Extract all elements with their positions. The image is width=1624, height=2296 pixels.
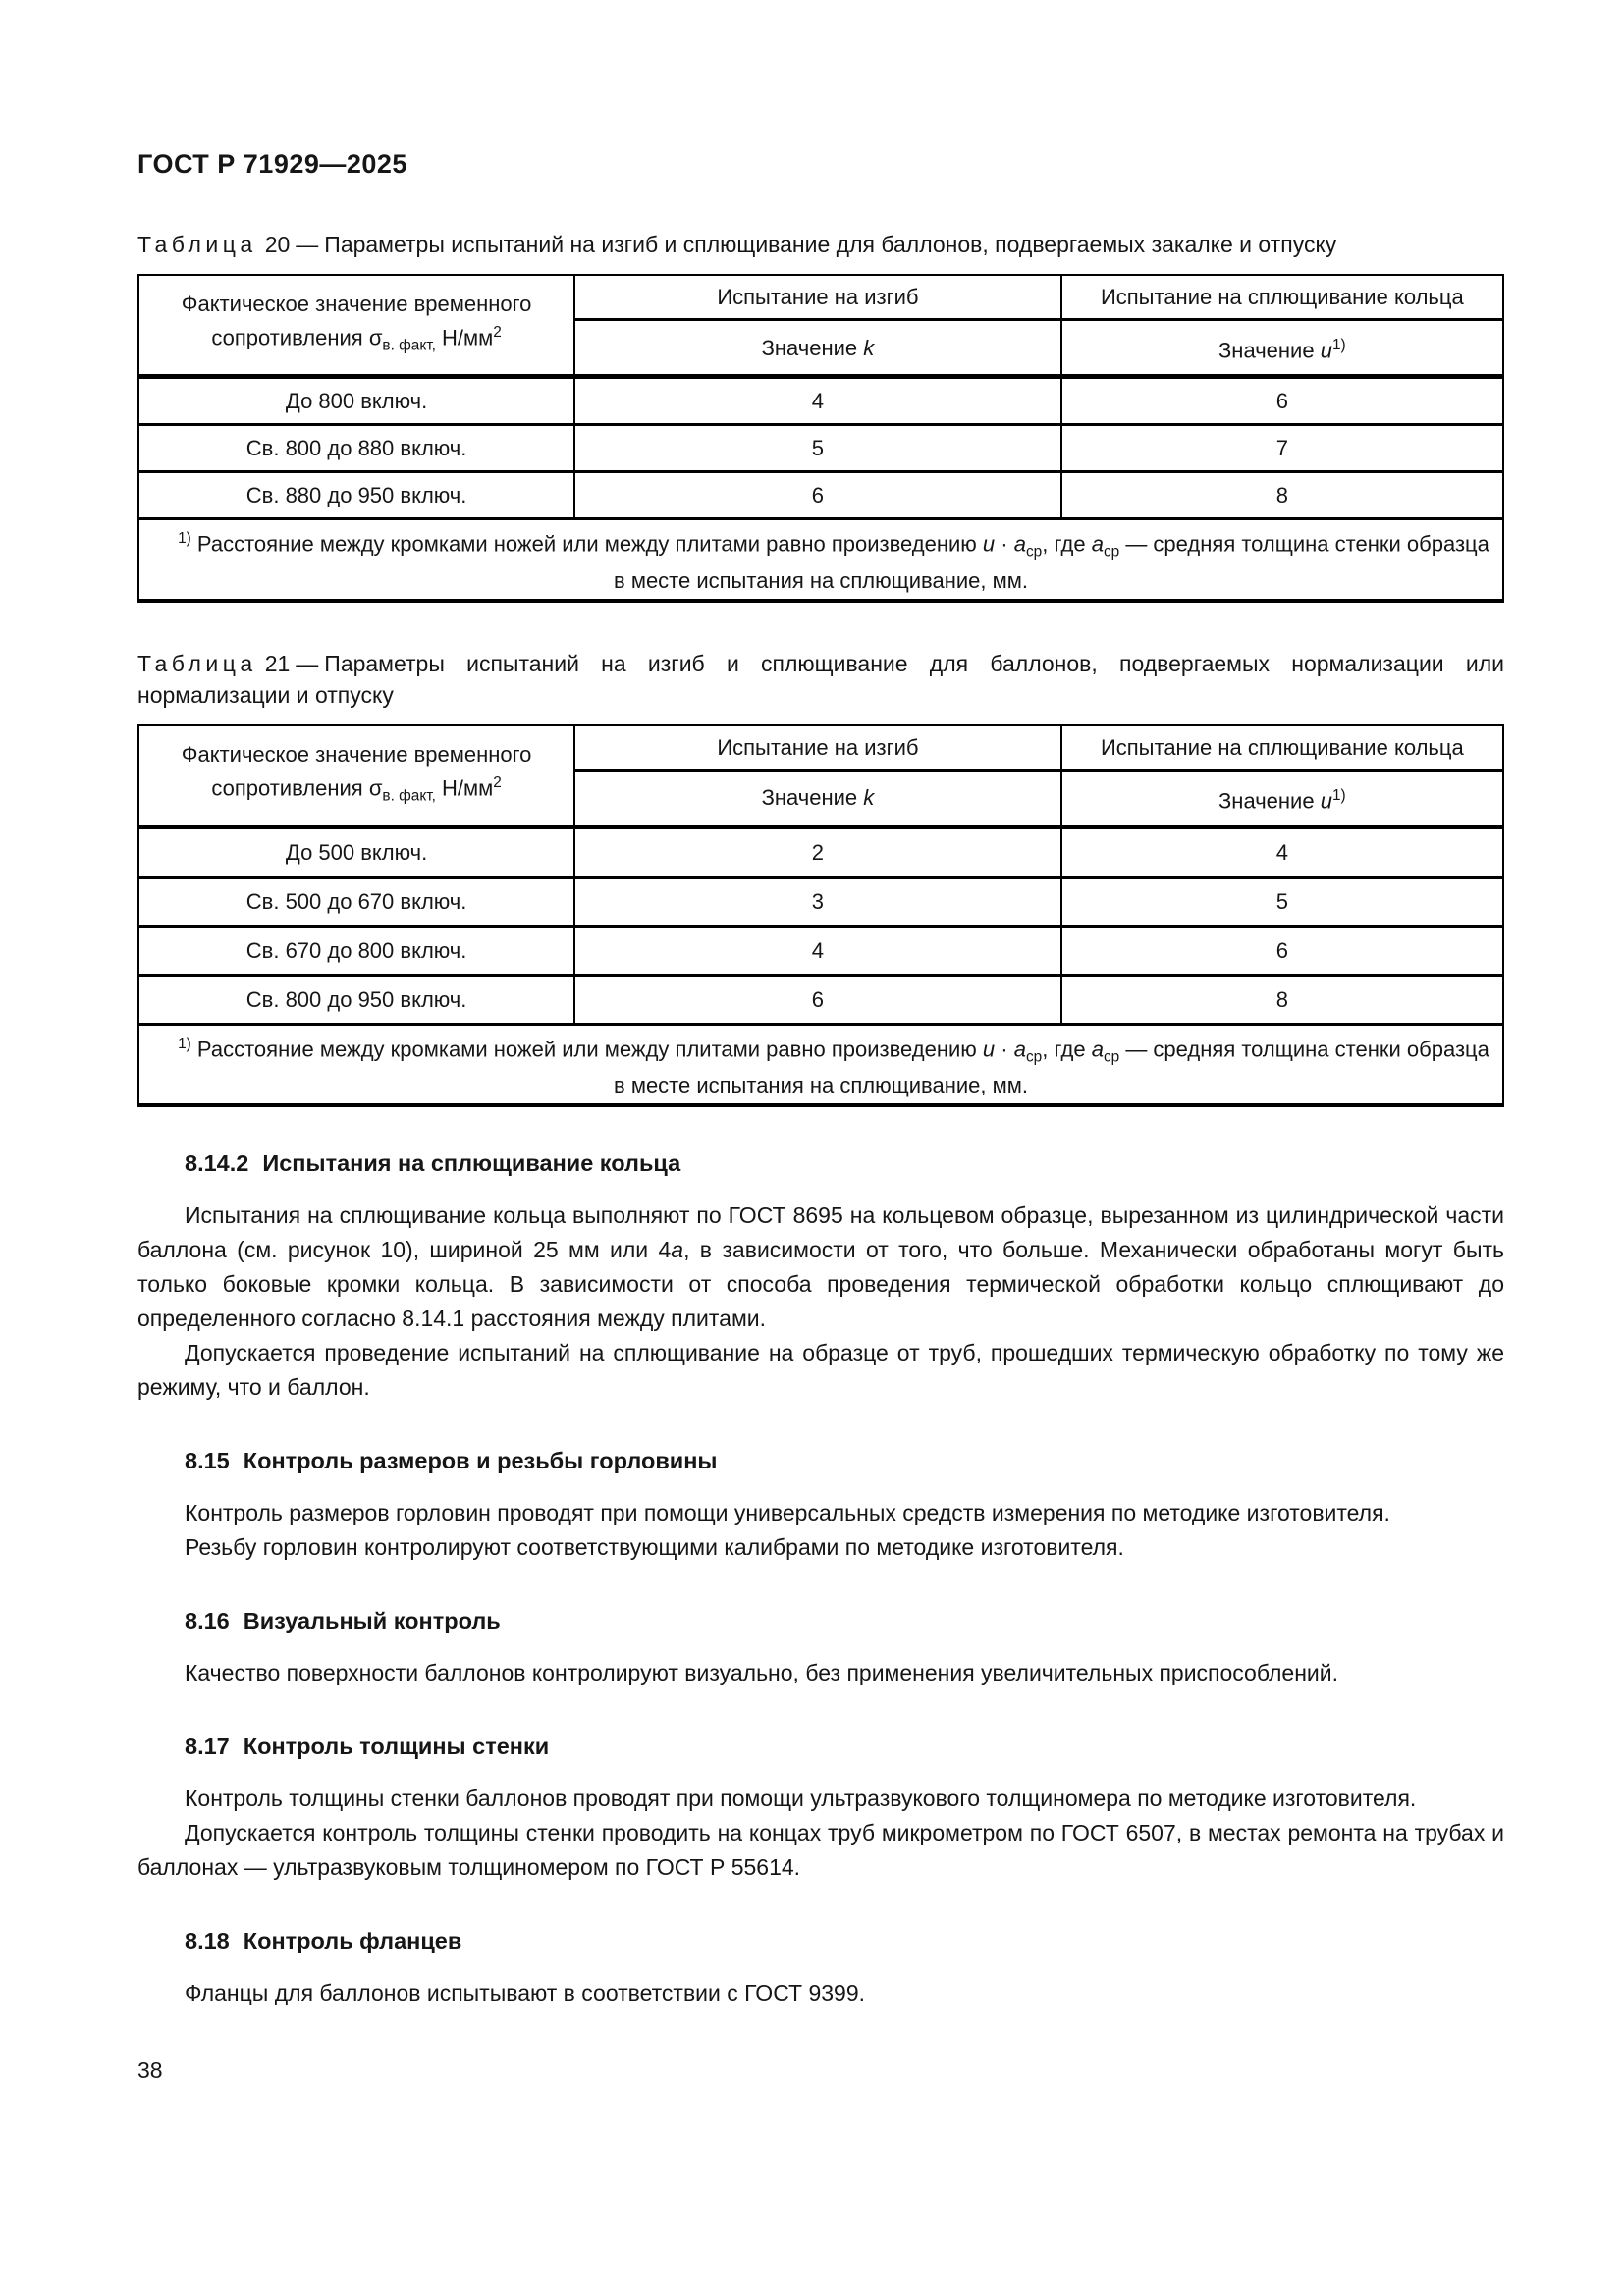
cell-range: Св. 800 до 950 включ. <box>139 977 575 1026</box>
table-caption-number: 20 <box>264 232 291 257</box>
header-cell-flattening-test: Испытание на сплющивание кольца <box>1062 726 1502 772</box>
table-header-row <box>139 726 1502 772</box>
a-symbol: a <box>1013 531 1026 557</box>
footnote-text: Расстояние между кромками ножей или между плитами равно произведению <box>196 531 983 557</box>
header-cell-actual-resistance <box>139 276 575 374</box>
table-footnote-row <box>139 520 1502 599</box>
cell-range: Св. 500 до 670 включ. <box>139 879 575 928</box>
header-cell-flattening-test: Испытание на сплющивание кольца <box>1062 276 1502 321</box>
header-cell-value-k <box>575 772 1062 825</box>
section-title: Испытания на сплющивание кольца <box>262 1150 681 1177</box>
table-caption-label: Таблица <box>137 650 257 676</box>
units-superscript: 2 <box>493 324 502 342</box>
table-row <box>139 928 1502 977</box>
cell-u: 6 <box>1062 379 1502 426</box>
cell-k: 5 <box>575 426 1062 473</box>
a-symbol: a <box>1013 1037 1026 1062</box>
table-21-caption <box>137 648 1504 711</box>
header-col1-line1: Фактическое значение временного <box>181 292 532 317</box>
cell-u: 8 <box>1062 473 1502 520</box>
table-20 <box>137 274 1504 603</box>
paragraph: Резьбу горловин контролируют соответствующими калибрами по методике изготовителя. <box>185 1534 1124 1561</box>
a-subscript: ср <box>1025 543 1043 561</box>
cell-u: 4 <box>1062 829 1502 879</box>
table-caption-dash: — <box>296 650 319 676</box>
section-title: Контроль фланцев <box>243 1928 462 1954</box>
paragraph: Допускается контроль толщины стенки проводить на концах труб микрометром по ГОСТ 6507, в местах ремонта на трубах и баллонах — ультразвуковым толщиномером по ГОСТ Р 55614. <box>137 1820 1504 1881</box>
cell-u: 8 <box>1062 977 1502 1026</box>
header-col1-units: Н/мм <box>435 775 494 801</box>
cell-k: 4 <box>575 379 1062 426</box>
header-col1-line2: сопротивления <box>211 775 369 801</box>
table-footnote <box>139 1026 1502 1104</box>
table-row <box>139 426 1502 473</box>
paragraph <box>137 1199 1504 1336</box>
section-heading-8-17 <box>137 1734 1504 1760</box>
cell-k: 6 <box>575 473 1062 520</box>
value-label: Значение <box>1218 338 1315 363</box>
footnote-text: , где <box>1042 531 1092 557</box>
cell-range: Св. 800 до 880 включ. <box>139 426 575 473</box>
footnote-text: — средняя толщина стенки образца в месте испытания на сплющивание, мм. <box>614 531 1489 593</box>
k-symbol: k <box>863 335 875 360</box>
footnote-text: Расстояние между кромками ножей или между плитами равно произведению <box>196 1037 983 1062</box>
header-cell-bend-test: Испытание на изгиб <box>575 726 1062 772</box>
k-symbol: k <box>863 785 875 811</box>
cell-range: Св. 670 до 800 включ. <box>139 928 575 977</box>
multiplication-dot: · <box>995 1037 1014 1062</box>
header-col1-line2: сопротивления <box>211 325 369 350</box>
paragraph: Контроль размеров горловин проводят при помощи универсальных средств измерения по методике изготовителя. <box>185 1500 1390 1526</box>
u-symbol: u <box>1320 787 1332 813</box>
table-caption-number: 21 <box>264 650 291 676</box>
paragraph: Фланцы для баллонов испытывают в соответствии с ГОСТ 9399. <box>185 1980 866 2006</box>
section-heading-8-16 <box>137 1608 1504 1634</box>
table-caption-dash: — <box>296 232 319 257</box>
paragraph: Качество поверхности баллонов контролируют визуально, без применения увеличительных приспособлений. <box>185 1660 1338 1686</box>
paragraph-text: , в зависимости от того, что больше. Механически обработаны могут быть только боковые кромки кольца. В зависимости от способа проведения термической обработки кольцо сплющивают до определенного согласно 8.14.1 расстояния между плитами. <box>137 1237 1504 1332</box>
value-label: Значение <box>761 785 858 811</box>
section-heading-8-15 <box>137 1448 1504 1474</box>
a-symbol: a <box>1091 1037 1104 1062</box>
table-caption-label: Таблица <box>137 232 257 257</box>
cell-k: 3 <box>575 879 1062 928</box>
table-row <box>139 879 1502 928</box>
paragraph: Допускается проведение испытаний на сплющивание на образце от труб, прошедших термическую обработку по тому же режиму, что и баллон. <box>137 1340 1504 1401</box>
paragraph-text: Испытания на сплющивание кольца выполняют по ГОСТ 8695 на кольцевом образце, вырезанном из цилиндрической части баллона (см. рисунок 10), шириной 25 мм или 4 <box>137 1202 1504 1263</box>
table-row <box>139 977 1502 1026</box>
cell-range: До 800 включ. <box>139 379 575 426</box>
a-symbol: a <box>1091 531 1104 557</box>
table-row <box>139 473 1502 520</box>
section-title: Контроль толщины стенки <box>243 1734 550 1760</box>
a-subscript: ср <box>1025 1048 1043 1066</box>
header-cell-value-k <box>575 321 1062 374</box>
table-footnote <box>139 520 1502 599</box>
a-subscript: ср <box>1103 543 1120 561</box>
u-symbol: u <box>982 531 996 557</box>
cell-range: До 500 включ. <box>139 829 575 879</box>
u-symbol: u <box>982 1037 996 1062</box>
table-row <box>139 379 1502 426</box>
cell-range: Св. 880 до 950 включ. <box>139 473 575 520</box>
table-row <box>139 829 1502 879</box>
header-cell-bend-test: Испытание на изгиб <box>575 276 1062 321</box>
cell-u: 5 <box>1062 879 1502 928</box>
table-20-caption <box>137 229 1504 260</box>
a-subscript: ср <box>1103 1048 1120 1066</box>
header-cell-actual-resistance <box>139 726 575 825</box>
section-number: 8.15 <box>185 1448 230 1474</box>
sigma-symbol: σ <box>368 325 383 350</box>
section-number: 8.16 <box>185 1608 230 1634</box>
value-label: Значение <box>1218 787 1315 813</box>
cell-u: 7 <box>1062 426 1502 473</box>
header-cell-value-u <box>1062 772 1502 825</box>
section-title: Контроль размеров и резьбы горловины <box>243 1448 718 1474</box>
section-number: 8.18 <box>185 1928 230 1954</box>
multiplication-dot: · <box>995 531 1014 557</box>
section-number: 8.17 <box>185 1734 230 1760</box>
section-heading-8-14-2 <box>137 1150 1504 1177</box>
footnote-marker: 1) <box>178 1035 191 1052</box>
sigma-subscript: в. факт, <box>382 337 436 354</box>
section-number: 8.14.2 <box>185 1150 249 1177</box>
cell-k: 4 <box>575 928 1062 977</box>
table-caption-text: Параметры испытаний на изгиб и сплющивание для баллонов, подвергаемых нормализации или нормализации и отпуску <box>137 650 1504 708</box>
header-col1-line1: Фактическое значение временного <box>181 741 532 767</box>
footnote-text: — средняя толщина стенки образца в месте испытания на сплющивание, мм. <box>614 1037 1489 1098</box>
document-title: ГОСТ Р 71929—2025 <box>137 149 407 179</box>
table-21 <box>137 724 1504 1108</box>
page-number: 38 <box>137 2057 163 2083</box>
footnote-marker: 1) <box>1331 786 1346 804</box>
sigma-subscript: в. факт, <box>382 787 436 805</box>
cell-k: 2 <box>575 829 1062 879</box>
footnote-marker: 1) <box>178 530 191 547</box>
value-label: Значение <box>761 335 858 360</box>
sigma-symbol: σ <box>368 775 383 801</box>
cell-k: 6 <box>575 977 1062 1026</box>
table-header-row <box>139 276 1502 321</box>
footnote-text: , где <box>1042 1037 1092 1062</box>
footnote-marker: 1) <box>1331 336 1346 353</box>
u-symbol: u <box>1320 338 1332 363</box>
cell-u: 6 <box>1062 928 1502 977</box>
table-caption-text: Параметры испытаний на изгиб и сплющивание для баллонов, подвергаемых закалке и отпуску <box>324 232 1337 257</box>
section-heading-8-18 <box>137 1928 1504 1954</box>
header-col1-units: Н/мм <box>435 325 494 350</box>
header-cell-value-u <box>1062 321 1502 374</box>
units-superscript: 2 <box>493 774 502 791</box>
a-symbol: a <box>671 1237 684 1263</box>
section-title: Визуальный контроль <box>243 1608 501 1634</box>
table-footnote-row <box>139 1026 1502 1104</box>
paragraph: Контроль толщины стенки баллонов проводят при помощи ультразвукового толщиномера по методике изготовителя. <box>185 1786 1417 1812</box>
